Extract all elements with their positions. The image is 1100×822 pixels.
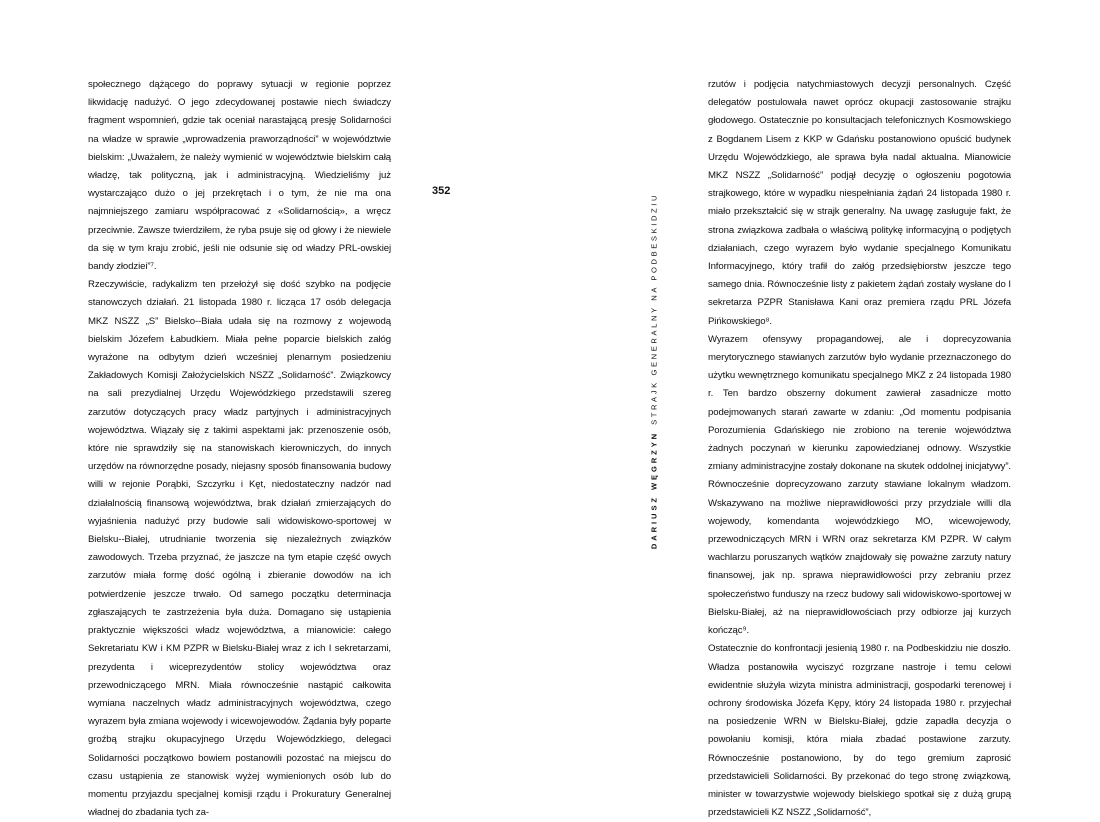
right-page bbox=[550, 0, 1100, 819]
right-paragraph-1: rzutów i podjęcia natychmiastowych decyzji personalnych. Część delegatów postulowała nawet oprócz okupacji zastosowanie strajku głodowego. Ostatecznie po konsultacjach telefonicznych Kosmowskiego z Bogdanem Lisem z KKP w Gdańsku postanowiono opuścić budynek Urzędu Wojewódzkiego, ale sprawa była nadal aktualna. Mianowicie MKZ NSZZ „Solidarność” podjął decyzję o ogłoszeniu pogotowia strajkowego, które w wypadku niespełniania żądań 24 listopada 1980 r. miało przekształcić się w strajk generalny. Na uwagę zasługuje fakt, że strona związkowa zadbała o właściwą politykę informacyjną o podjętych działaniach, czego wyrazem było wydanie specjalnego Komunikatu Informacyjnego, który trafił do załóg przedsiębiorstw jeszcze tego samego dnia. Równocześnie listy z pakietem żądań zostały wysłane do I sekretarza PZPR Stanisława Kani oraz premiera rządu PRL Józefa Pińkowskiego⁸. bbox=[708, 79, 1011, 327]
left-page bbox=[0, 0, 550, 819]
running-head-title: STRAJK GENERALNY NA PODBESKIDZIU bbox=[649, 192, 659, 425]
running-head-author: DARIUSZ WĘGRZYN bbox=[649, 430, 659, 550]
page-number: 352 bbox=[432, 185, 451, 197]
left-paragraph-2: Rzeczywiście, radykalizm ten przełożył się dość szybko na podjęcie stanowczych działań. 21 listopada 1980 r. licząca 17 osób delegacja MKZ NSZZ „S” Bielsko--Biała udała się na rozmowy z wojewodą bielskim Józefem Łabudkiem. Miała pełne poparcie bielskich załóg wyrażone na odbytym dzień wcześniej plenarnym posiedzeniu Zakładowych Komisji Założycielskich NSZZ „Solidarność”. Związkowcy na sali prezydialnej Urzędu Wojewódzkiego przedstawili szereg zarzutów dotyczących pracy władz partyjnych i administracyjnych województwa. Wiązały się z takimi aspektami jak: przenoszenie osób, które nie sprawdziły się na stanowiskach kierowniczych, do innych urzędów na równorzędne posady, niejasny sposób finansowania budowy willi w rejonie Porąbki, Szczyrku i Kęt, niedostateczny nadzór nad działalnością finansową województwa, brak działań zmierzających do wyjaśnienia nadużyć przy budowie sali widowiskowo-sportowej w Bielsku--Białej, utrudnianie tworzenia się niezależnych związków zawodowych. Trzeba przyznać, że jaszcze na tym etapie część owych zarzutów miała formę dość ogólną i zbieranie dowodów na ich potwierdzenie jeszcze trwało. Od samego początku determinacja zgłaszających te zastrzeżenia była duża. Domagano się ustąpienia praktycznie większości władz województwa, a mianowicie: całego Sekretariatu KW i KM PZPR w Bielsku-Białej wraz z ich I sekretarzami, prezydenta i wiceprezydentów stolicy województwa oraz przewodniczącego MRN. Miała równocześnie nastąpić całkowita wymiana naczelnych władz administracyjnych województwa, czego wyrazem była zmiana wojewody i wicewojewodów. Żądania były poparte groźbą strajku okupacyjnego Urzędu Wojewódzkiego, delegaci Solidarności początkowo bowiem postanowili pozostać na miejscu do czasu ustąpienia ze stanowisk wyżej wymienionych osób lub do momentu przyjazdu specjalnej komisji rządu i Prokuratury Generalnej władnej do zbadania tych za- bbox=[88, 279, 391, 819]
left-paragraph-1: społecznego dążącego do poprawy sytuacji w regionie poprzez likwidację nadużyć. O jego zdecydowanej postawie niech świadczy fragment wspomnień, gdzie tak oceniał narastającą presję Solidarności na władze w sprawie „wprowadzenia praworządności” w województwie bielskim: „Uważałem, że należy wymienić w województwie bielskim całą władzę, tak polityczną, jak i administracyjną. Wiedzieliśmy już wystarczająco dużo o jej przekrętach i o tym, że nie ma ona najmniejszego zamiaru współpracować z «Solidarnością», a wręcz przeciwnie. Zawsze twierdziłem, że ryba psuje się od głowy i że niewiele da się w tym kraju zrobić, jeśli nie odsunie się od władzy PRL-owskiej bandy złodziei”⁷. bbox=[88, 79, 391, 273]
right-text-column bbox=[708, 76, 1011, 822]
left-text-column bbox=[88, 76, 391, 822]
right-paragraph-3: Ostatecznie do konfrontacji jesienią 1980 r. na Podbeskidziu nie doszło. Władza postanowiła wyciszyć rozgrzane nastroje i temu celowi ewidentnie służyła wizyta ministra administracji, gospodarki terenowej i ochrony środowiska Józefa Kępy, który 24 listopada 1980 r. przyjechał na posiedzenie WRN w Bielsku-Białej, gdzie zapadła decyzja o powołaniu komisji, która miała zbadać postawione zarzuty. Równocześnie postanowiono, by do tego gremium zaprosić przedstawicieli Solidarności. By przekonać do tego stronę związkową, minister w towarzystwie wojewody bielskiego spotkał się z dużą grupą przedstawicieli KZ NSZZ „Solidarność”, bbox=[708, 643, 1011, 819]
right-paragraph-2: Wyrazem ofensywy propagandowej, ale i doprecyzowania merytorycznego stawianych zarzutów było wydanie przeznaczonego do użytku wewnętrznego komunikatu specjalnego MKZ z 24 listopada 1980 r. Ten bardzo obszerny dokument zawierał zasadnicze motto podejmowanych starań zawarte w zdaniu: „Od momentu podpisania Porozumienia Gdańskiego nie zrobiono na terenie województwa żadnych poczynań w kierunku zapowiedzianej odnowy. Wszystkie zmiany administracyjne zostały dokonane na skutek oddolnej inicjatywy”. Równocześnie doprecyzowano zarzuty stawiane lokalnym władzom. Wskazywano na możliwe nieprawidłowości przy przydziale willi dla wojewody, komendanta wojewódzkiego MO, wicewojewody, przewodniczących MRN i WRN oraz sekretarza KM PZPR. W całym wachlarzu poruszanych wątków znajdowały się poważne zarzuty natury finansowej, jak np. sprawa nieprawidłowości przy zebraniu przez społeczeństwo funduszy na rzecz budowy sali widowiskowo-sportowej w Bielsku-Białej, aż na nieprawidłowościach przy odbiorze jaj kurzych kończąc⁹. bbox=[708, 333, 1011, 637]
